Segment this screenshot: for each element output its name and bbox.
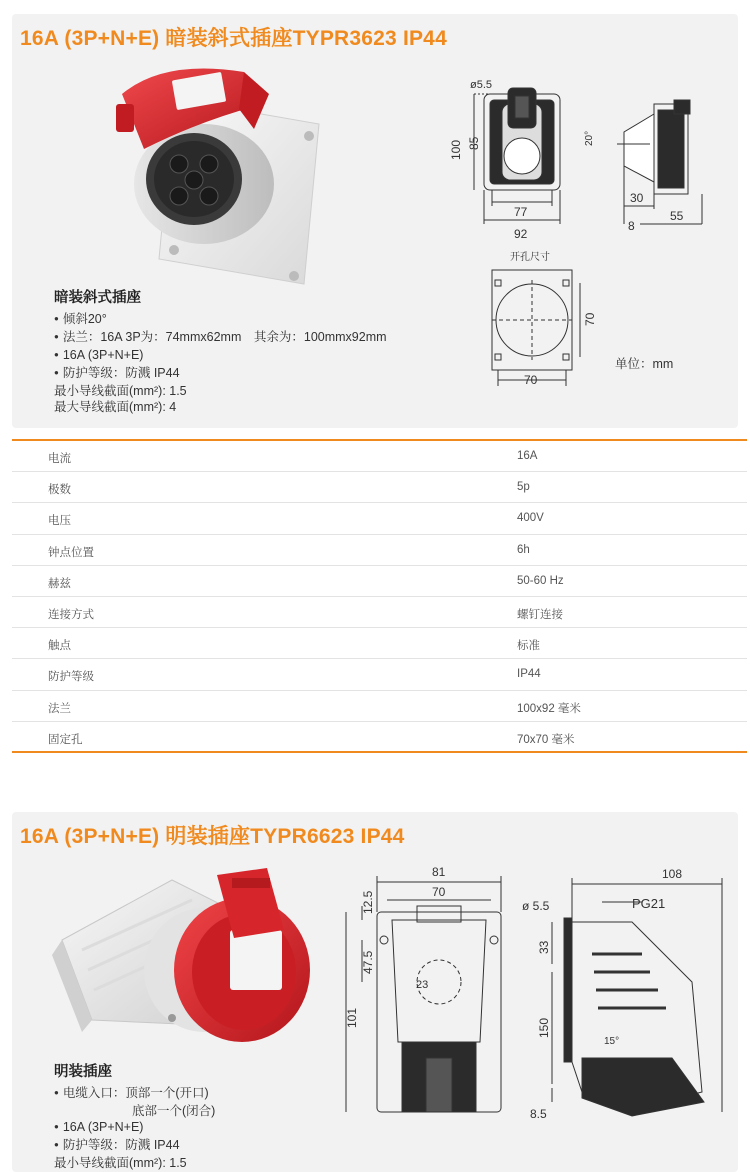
dim-label: 33 xyxy=(537,940,551,954)
dim-label: ø 5.5 xyxy=(522,899,550,913)
dim-label: 70 xyxy=(524,373,538,387)
spec-key: 防护等级 xyxy=(48,671,94,684)
table-row xyxy=(12,691,747,722)
product-heading: 暗装斜式插座 xyxy=(54,290,141,306)
product-photo-surface-socket xyxy=(52,860,322,1045)
dim-label: 81 xyxy=(432,865,446,879)
bullet-item: ● 电缆入口：顶部一个(开口) xyxy=(54,1085,215,1103)
spec-value: 6h xyxy=(517,543,530,556)
dim-label: 101 xyxy=(345,1007,359,1028)
dim-label: 108 xyxy=(662,867,683,881)
table-row xyxy=(12,441,747,472)
spec-value: 螺钉连接 xyxy=(517,608,563,621)
product-heading: 明装插座 xyxy=(54,1064,112,1080)
dim-label: 70 xyxy=(583,312,597,326)
spec-line: 最小导线截面(mm²): 1.5 xyxy=(54,384,187,398)
spec-key: 极数 xyxy=(48,484,71,497)
bullet-item: ● 防护等级：防溅 IP44 xyxy=(54,365,387,383)
spec-key: 触点 xyxy=(48,640,71,653)
spec-value: 400V xyxy=(517,512,544,525)
bullet-continuation: 底部一个(闭合) xyxy=(132,1104,216,1118)
dim-label: 77 xyxy=(514,205,528,219)
spec-table xyxy=(12,439,747,753)
technical-drawing-surface xyxy=(332,862,732,1162)
product-photo-recessed-socket xyxy=(104,54,334,294)
spec-key: 电流 xyxy=(48,453,71,465)
spec-line: 最小导线截面(mm²): 1.5 xyxy=(54,1156,187,1170)
technical-drawing-recessed xyxy=(432,74,732,404)
table-row xyxy=(12,535,747,566)
table-row xyxy=(12,566,747,597)
product-title: 16A (3P+N+E) 暗装斜式插座TYPR3623 IP44 xyxy=(20,27,447,50)
dim-label: 100 xyxy=(449,139,463,160)
bullet-item: ● 防护等级：防溅 IP44 xyxy=(54,1137,215,1155)
bullet-item: ● 16A (3P+N+E) xyxy=(54,1119,215,1137)
spec-value: 50-60 Hz xyxy=(517,574,564,587)
product-description xyxy=(54,290,387,415)
bullet-item: ● 法兰：16A 3P为：74mmx62mm 其余为：100mmx92mm xyxy=(54,329,387,347)
spec-value: 70x70 毫米 xyxy=(517,733,575,746)
dim-label: 47.5 xyxy=(361,950,375,974)
dim-label: 70 xyxy=(432,885,446,899)
dim-label: 150 xyxy=(537,1017,551,1038)
bullet-item: ● 倾斜20° xyxy=(54,311,387,329)
dim-label: 20° xyxy=(584,130,595,146)
spec-line: 最大导线截面(mm²): 4 xyxy=(54,400,177,414)
product-card-recessed xyxy=(12,14,738,428)
spec-value: 标准 xyxy=(517,640,540,653)
table-row xyxy=(12,597,747,628)
spec-key: 连接方式 xyxy=(48,608,94,621)
cutout-label: 开孔尺寸 xyxy=(510,252,550,263)
dim-label: 92 xyxy=(514,227,528,241)
table-row xyxy=(12,659,747,690)
dim-label: 8 xyxy=(628,219,635,233)
table-row xyxy=(12,472,747,503)
table-row xyxy=(12,628,747,659)
spec-value: 16A xyxy=(517,450,538,462)
spec-key: 法兰 xyxy=(48,702,71,715)
spec-key: 钟点位置 xyxy=(48,546,94,559)
dim-label: 85 xyxy=(467,136,481,150)
spec-value: 5p xyxy=(517,481,530,494)
product-description xyxy=(54,1064,215,1171)
spec-value: IP44 xyxy=(517,668,541,681)
dim-label: 12.5 xyxy=(361,890,375,914)
dim-label: 55 xyxy=(670,209,684,223)
product-card-surface xyxy=(12,812,738,1172)
dim-label: 8.5 xyxy=(530,1107,547,1121)
bullet-item: ● 16A (3P+N+E) xyxy=(54,347,387,365)
dim-label: 15° xyxy=(604,1036,620,1047)
product-title: 16A (3P+N+E) 明装插座TYPR6623 IP44 xyxy=(20,825,405,848)
dim-label: 30 xyxy=(630,191,644,205)
dim-label: 23 xyxy=(416,979,429,991)
spec-value: 100x92 毫米 xyxy=(517,702,581,715)
spec-key: 电压 xyxy=(48,515,71,528)
dim-label: PG21 xyxy=(632,896,666,911)
spec-key: 固定孔 xyxy=(48,733,83,746)
spec-key: 赫兹 xyxy=(48,577,71,590)
unit-label: 单位：mm xyxy=(615,357,674,371)
table-row xyxy=(12,503,747,534)
dim-label: ø5.5 xyxy=(470,79,493,91)
table-row xyxy=(12,722,747,753)
